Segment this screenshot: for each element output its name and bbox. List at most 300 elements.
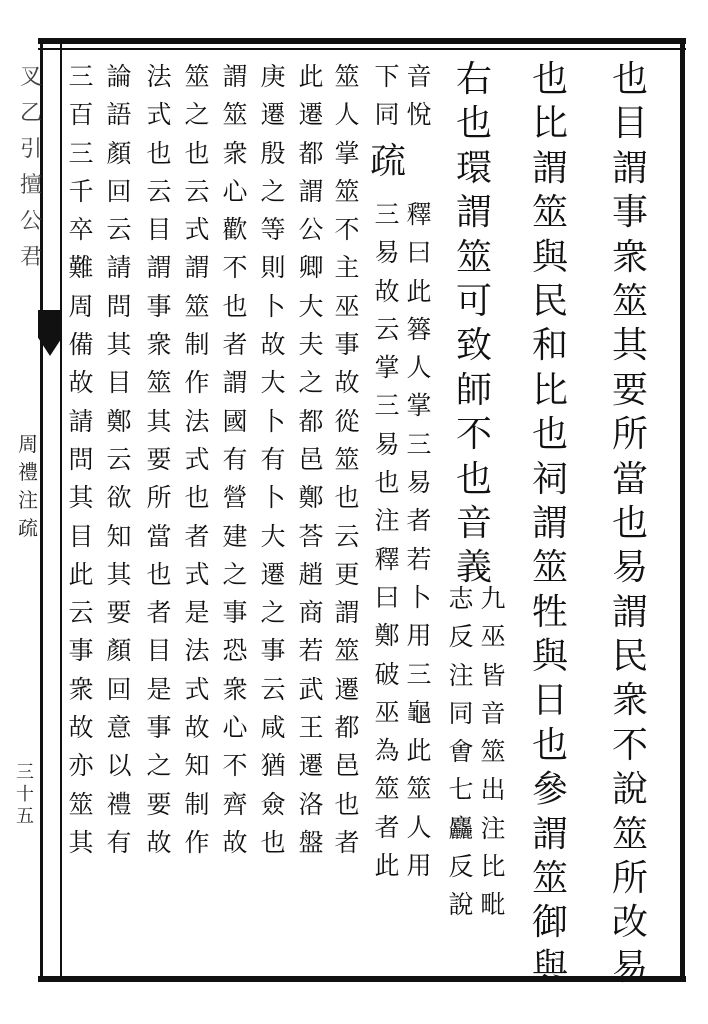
text-column-9 xyxy=(182,58,212,862)
glyph: 三 xyxy=(374,391,400,421)
glyph: 心 xyxy=(222,713,248,743)
book-title xyxy=(18,430,38,542)
text-column-10 xyxy=(144,58,174,862)
glyph: 為 xyxy=(374,736,400,766)
glyph: 鄭 xyxy=(106,406,132,436)
glyph: 不 xyxy=(611,724,648,766)
annotation-4-right xyxy=(404,58,434,135)
top-border-inner xyxy=(38,48,686,50)
glyph: 參 xyxy=(531,769,568,811)
glyph: 都 xyxy=(298,406,324,436)
glyph: 簭 xyxy=(406,314,432,344)
text-column-11 xyxy=(104,58,134,862)
glyph: 不 xyxy=(222,253,248,283)
glyph: 回 xyxy=(106,674,132,704)
glyph: 祠 xyxy=(531,458,568,500)
glyph: 毗 xyxy=(480,890,506,920)
glyph: 衆 xyxy=(611,680,648,722)
glyph: 要 xyxy=(146,789,172,819)
glyph: 主 xyxy=(334,253,360,283)
glyph: 比 xyxy=(531,369,568,411)
glyph: 比 xyxy=(480,852,506,882)
glyph: 國 xyxy=(222,406,248,436)
glyph: 知 xyxy=(106,521,132,551)
glyph: 云 xyxy=(146,176,172,206)
text-column-1 xyxy=(608,58,652,990)
fold-line xyxy=(60,38,62,982)
glyph: 謂 xyxy=(298,176,324,206)
text-column-7 xyxy=(258,58,288,862)
glyph: 庚 xyxy=(260,62,286,91)
glyph: 邑 xyxy=(334,751,360,781)
glyph: 五 xyxy=(16,806,34,827)
glyph: 筮 xyxy=(611,280,648,322)
glyph: 等 xyxy=(260,215,286,245)
glyph: 此 xyxy=(68,559,94,589)
glyph: 禮 xyxy=(106,789,132,819)
annotation-4-left xyxy=(372,58,402,135)
glyph: 咸 xyxy=(260,713,286,743)
glyph: 之 xyxy=(260,598,286,628)
glyph: 式 xyxy=(146,100,172,130)
glyph: 故 xyxy=(260,330,286,360)
glyph: 式 xyxy=(184,215,210,245)
glyph: 王 xyxy=(298,713,324,743)
glyph: 故 xyxy=(184,713,210,743)
glyph: 與 xyxy=(531,946,568,988)
glyph: 義 xyxy=(455,547,492,589)
glyph: 筮 xyxy=(334,444,360,474)
glyph: 者 xyxy=(374,812,400,842)
bottom-border xyxy=(38,976,686,982)
glyph: 其 xyxy=(106,559,132,589)
glyph: 有 xyxy=(222,444,248,474)
glyph: 是 xyxy=(146,674,172,704)
glyph: 人 xyxy=(334,100,360,130)
glyph: 皆 xyxy=(480,660,506,690)
glyph: 此 xyxy=(298,62,324,91)
glyph: 都 xyxy=(298,138,324,168)
glyph: 三 xyxy=(374,200,400,229)
annotation-3-right xyxy=(478,580,508,925)
glyph: 營 xyxy=(222,483,248,513)
glyph: 致 xyxy=(455,325,492,367)
glyph: 當 xyxy=(611,458,648,500)
glyph: 人 xyxy=(406,812,432,842)
glyph: 疏 xyxy=(18,516,38,540)
glyph: 卜 xyxy=(406,582,432,612)
glyph: 謂 xyxy=(611,147,648,189)
glyph: 也 xyxy=(184,483,210,513)
glyph: 謂 xyxy=(531,813,568,855)
glyph: 謂 xyxy=(222,368,248,398)
glyph: 難 xyxy=(68,253,94,283)
glyph: 可 xyxy=(455,280,492,322)
glyph: 要 xyxy=(106,598,132,628)
glyph: 筮 xyxy=(531,858,568,900)
glyph: 事 xyxy=(334,330,360,360)
glyph: 牲 xyxy=(531,591,568,633)
glyph: 也 xyxy=(184,138,210,168)
fold-cut-text xyxy=(20,60,42,276)
glyph: 謂 xyxy=(334,598,360,628)
glyph: 掌 xyxy=(374,353,400,383)
glyph: 制 xyxy=(184,789,210,819)
glyph: 民 xyxy=(611,636,648,678)
glyph: 與 xyxy=(531,236,568,278)
glyph: 有 xyxy=(260,444,286,474)
glyph: 注 xyxy=(18,488,38,512)
glyph: 從 xyxy=(334,406,360,436)
glyph: 卒 xyxy=(68,215,94,245)
glyph: 知 xyxy=(184,751,210,781)
glyph: 也 xyxy=(455,458,492,500)
glyph: 㑹 xyxy=(448,737,474,767)
glyph: 筮 xyxy=(611,813,648,855)
glyph: 法 xyxy=(184,636,210,666)
glyph: 僉 xyxy=(260,789,286,819)
glyph: 筮 xyxy=(406,774,432,804)
glyph: 制 xyxy=(184,330,210,360)
glyph: 目 xyxy=(68,521,94,551)
glyph: 衆 xyxy=(611,236,648,278)
glyph: 周 xyxy=(68,291,94,321)
glyph: 出 xyxy=(480,775,506,805)
glyph: 遷 xyxy=(260,100,286,130)
text-column-3 xyxy=(452,58,496,591)
glyph: 是 xyxy=(184,598,210,628)
glyph: 備 xyxy=(68,330,94,360)
glyph: 謂 xyxy=(222,62,248,91)
glyph: 商 xyxy=(298,598,324,628)
glyph: 之 xyxy=(222,559,248,589)
glyph: 也 xyxy=(455,103,492,145)
glyph: 也 xyxy=(531,414,568,456)
glyph: 曰 xyxy=(374,582,400,612)
glyph: 遷 xyxy=(260,559,286,589)
glyph: 也 xyxy=(222,291,248,321)
glyph: 筮 xyxy=(455,236,492,278)
glyph: 也 xyxy=(374,468,400,498)
glyph: 用 xyxy=(406,621,432,651)
glyph: 反 xyxy=(448,622,474,652)
glyph: 也 xyxy=(611,502,648,544)
glyph: 遷 xyxy=(298,751,324,781)
glyph: 其 xyxy=(106,330,132,360)
glyph: 夫 xyxy=(298,330,324,360)
glyph: 所 xyxy=(146,483,172,513)
glyph: 三 xyxy=(68,138,94,168)
glyph: 歡 xyxy=(222,215,248,245)
right-border xyxy=(680,38,685,982)
glyph: 易 xyxy=(611,547,648,589)
glyph: 故 xyxy=(146,827,172,857)
glyph: 遷 xyxy=(298,100,324,130)
glyph: 亦 xyxy=(68,751,94,781)
glyph: 公 xyxy=(20,209,43,234)
glyph: 易 xyxy=(374,429,400,459)
glyph: 龜 xyxy=(406,697,432,727)
glyph: 也 xyxy=(334,483,360,513)
glyph: 請 xyxy=(68,406,94,436)
glyph: 用 xyxy=(406,851,432,881)
glyph: 改 xyxy=(611,902,648,944)
glyph: 乙 xyxy=(20,101,43,126)
page-number xyxy=(16,762,34,828)
glyph: 此 xyxy=(406,736,432,766)
glyph: 卿 xyxy=(298,253,324,283)
glyph: 巫 xyxy=(334,291,360,321)
glyph: 同 xyxy=(374,100,400,130)
glyph: 三 xyxy=(68,62,94,91)
glyph: 筮 xyxy=(480,737,506,767)
glyph: 其 xyxy=(68,827,94,857)
glyph: 疏 xyxy=(369,141,406,182)
glyph: 式 xyxy=(184,674,210,704)
glyph: 洛 xyxy=(298,789,324,819)
glyph: 意 xyxy=(106,713,132,743)
glyph: 其 xyxy=(611,325,648,367)
glyph: 比 xyxy=(531,103,568,145)
glyph: 筮 xyxy=(374,774,400,804)
annotation-4-left-2 xyxy=(372,196,402,885)
glyph: 若 xyxy=(406,544,432,574)
glyph: 故 xyxy=(68,713,94,743)
text-column-6 xyxy=(296,58,326,862)
glyph: 法 xyxy=(184,406,210,436)
glyph: 易 xyxy=(406,468,432,498)
glyph: 目 xyxy=(106,368,132,398)
glyph: 大 xyxy=(260,521,286,551)
glyph: 不 xyxy=(334,215,360,245)
glyph: 音 xyxy=(480,698,506,728)
glyph: 與 xyxy=(531,636,568,678)
glyph: 故 xyxy=(222,827,248,857)
text-column-12 xyxy=(66,58,96,862)
glyph: 其 xyxy=(68,483,94,513)
glyph: 也 xyxy=(260,827,286,857)
glyph: 者 xyxy=(222,330,248,360)
glyph: 同 xyxy=(448,698,474,728)
glyph: 所 xyxy=(611,858,648,900)
glyph: 掌 xyxy=(406,391,432,421)
glyph: 引 xyxy=(20,137,43,162)
glyph: 師 xyxy=(455,369,492,411)
glyph: 更 xyxy=(334,559,360,589)
glyph: 卜 xyxy=(260,291,286,321)
glyph: 論 xyxy=(106,62,132,91)
glyph: 若 xyxy=(298,636,324,666)
glyph: 九 xyxy=(480,584,506,613)
glyph: 云 xyxy=(374,314,400,344)
glyph: 者 xyxy=(184,521,210,551)
glyph: 釋 xyxy=(374,544,400,574)
glyph: 法 xyxy=(146,62,172,91)
glyph: 目 xyxy=(611,103,648,145)
glyph: 問 xyxy=(106,291,132,321)
glyph: 事 xyxy=(146,713,172,743)
text-column-5 xyxy=(332,58,362,862)
glyph: 欲 xyxy=(106,483,132,513)
glyph: 目 xyxy=(146,636,172,666)
glyph: 故 xyxy=(68,368,94,398)
glyph: 十 xyxy=(16,784,34,805)
glyph: 故 xyxy=(374,276,400,306)
glyph: 人 xyxy=(406,353,432,383)
glyph: 巫 xyxy=(374,697,400,727)
glyph: 趙 xyxy=(298,559,324,589)
glyph: 之 xyxy=(184,100,210,130)
glyph: 者 xyxy=(406,506,432,536)
glyph: 此 xyxy=(374,851,400,881)
glyph: 反 xyxy=(448,852,474,882)
glyph: 云 xyxy=(68,598,94,628)
glyph: 衆 xyxy=(146,330,172,360)
glyph: 日 xyxy=(531,680,568,722)
glyph: 筮 xyxy=(334,176,360,206)
glyph: 恐 xyxy=(222,636,248,666)
glyph: 云 xyxy=(184,176,210,206)
glyph: 謂 xyxy=(184,253,210,283)
annotation-3-left xyxy=(446,580,476,925)
glyph: 式 xyxy=(184,444,210,474)
glyph: 回 xyxy=(106,176,132,206)
glyph: 顏 xyxy=(106,138,132,168)
glyph: 下 xyxy=(374,62,400,91)
glyph: 百 xyxy=(68,100,94,130)
glyph: 筮 xyxy=(334,636,360,666)
glyph: 者 xyxy=(146,598,172,628)
glyph: 公 xyxy=(298,215,324,245)
glyph: 和 xyxy=(531,325,568,367)
glyph: 者 xyxy=(334,827,360,857)
glyph: 右 xyxy=(455,59,492,100)
glyph: 卜 xyxy=(260,483,286,513)
glyph: 也 xyxy=(146,559,172,589)
glyph: 七 xyxy=(448,775,474,805)
glyph: 事 xyxy=(222,598,248,628)
glyph: 所 xyxy=(611,414,648,456)
glyph: 也 xyxy=(611,59,648,100)
glyph: 大 xyxy=(260,368,286,398)
glyph: 音 xyxy=(455,502,492,544)
glyph: 事 xyxy=(260,636,286,666)
glyph: 云 xyxy=(334,521,360,551)
glyph: 都 xyxy=(334,713,360,743)
glyph: 志 xyxy=(448,584,474,613)
glyph: 卜 xyxy=(260,406,286,436)
glyph: 音 xyxy=(406,62,432,91)
glyph: 要 xyxy=(146,444,172,474)
glyph: 筮 xyxy=(184,291,210,321)
glyph: 說 xyxy=(448,890,474,920)
glyph: 式 xyxy=(184,559,210,589)
glyph: 作 xyxy=(184,368,210,398)
glyph: 麤 xyxy=(448,813,474,843)
glyph: 目 xyxy=(146,215,172,245)
glyph: 邑 xyxy=(298,444,324,474)
glyph: 建 xyxy=(222,521,248,551)
glyph: 其 xyxy=(146,406,172,436)
top-border xyxy=(38,38,686,44)
glyph: 也 xyxy=(146,138,172,168)
shu-marker xyxy=(366,140,410,184)
glyph: 注 xyxy=(374,506,400,536)
glyph: 謂 xyxy=(531,147,568,189)
glyph: 要 xyxy=(611,369,648,411)
glyph: 殷 xyxy=(260,138,286,168)
glyph: 語 xyxy=(106,100,132,130)
glyph: 悅 xyxy=(406,100,432,130)
glyph: 易 xyxy=(374,238,400,268)
glyph: 破 xyxy=(374,659,400,689)
glyph: 之 xyxy=(146,751,172,781)
glyph: 千 xyxy=(68,176,94,206)
glyph: 周 xyxy=(18,432,38,456)
glyph: 謂 xyxy=(146,253,172,283)
glyph: 鄭 xyxy=(298,483,324,513)
glyph: 注 xyxy=(480,813,506,843)
glyph: 君 xyxy=(20,245,43,270)
glyph: 叉 xyxy=(20,65,43,90)
glyph: 巫 xyxy=(480,622,506,652)
glyph: 不 xyxy=(455,414,492,456)
glyph: 鄭 xyxy=(374,621,400,651)
glyph: 筮 xyxy=(334,62,360,91)
glyph: 衆 xyxy=(222,674,248,704)
glyph: 釋 xyxy=(406,200,432,229)
glyph: 筮 xyxy=(184,62,210,91)
glyph: 荅 xyxy=(298,521,324,551)
glyph: 故 xyxy=(334,368,360,398)
glyph: 三 xyxy=(406,429,432,459)
glyph: 御 xyxy=(531,902,568,944)
glyph: 衆 xyxy=(222,138,248,168)
text-column-8 xyxy=(220,58,250,862)
annotation-4-right-2 xyxy=(404,196,434,885)
glyph: 三 xyxy=(16,762,34,783)
glyph: 齊 xyxy=(222,789,248,819)
glyph: 請 xyxy=(106,253,132,283)
glyph: 環 xyxy=(455,147,492,189)
glyph: 事 xyxy=(68,636,94,666)
glyph: 此 xyxy=(406,276,432,306)
glyph: 遷 xyxy=(334,674,360,704)
glyph: 筮 xyxy=(68,789,94,819)
glyph: 謂 xyxy=(531,502,568,544)
glyph: 云 xyxy=(106,215,132,245)
glyph: 不 xyxy=(222,751,248,781)
glyph: 筮 xyxy=(531,547,568,589)
glyph: 有 xyxy=(106,827,132,857)
glyph: 掌 xyxy=(334,138,360,168)
glyph: 作 xyxy=(184,827,210,857)
glyph: 衆 xyxy=(68,674,94,704)
glyph: 民 xyxy=(531,280,568,322)
glyph: 也 xyxy=(531,724,568,766)
glyph: 則 xyxy=(260,253,286,283)
glyph: 之 xyxy=(298,368,324,398)
text-column-2 xyxy=(528,58,572,990)
glyph: 謂 xyxy=(455,192,492,234)
glyph: 筮 xyxy=(531,192,568,234)
glyph: 事 xyxy=(146,291,172,321)
glyph: 說 xyxy=(611,769,648,811)
glyph: 筮 xyxy=(222,100,248,130)
glyph: 禮 xyxy=(18,460,38,484)
glyph: 心 xyxy=(222,176,248,206)
glyph: 曰 xyxy=(406,238,432,268)
